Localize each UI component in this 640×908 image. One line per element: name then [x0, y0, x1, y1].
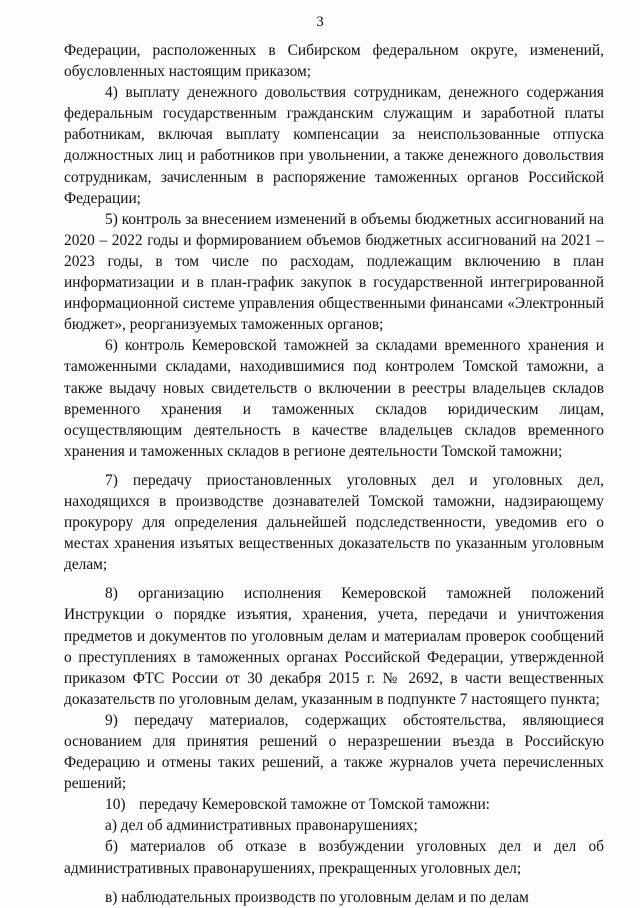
paragraph-item-4: 4) выплату денежного довольствия сотрудникам, денежного содержания федеральным государственным гражданским служащим и заработной платы работникам, включая выплату компенсации за неиспользованные отпуска должностных лиц и работников при увольнении, а также денежного довольствия сотрудникам, зачисленным в распоряжение таможенных органов Российской Федерации; [64, 84, 604, 207]
item-10-text: передачу Кемеровской таможне от Томской таможни: [139, 796, 490, 814]
paragraph-item-10-v: в) наблюдательных производств по уголовным делам и по делам [105, 888, 529, 906]
paragraph-item-5: 5) контроль за внесением изменений в объемы бюджетных ассигнований на 2020 – 2022 годы и формированием объемов бюджетных ассигнований на 2021 – 2023 годы, в том числе по расходам, подлежащим включению в план информатизации и в план-график закупок в государственной интегрированной информационной системе управления общественными финансами «Электронный бюджет», реорганизуемых таможенных органов; [64, 210, 604, 334]
paragraph-item-7: 7) передачу приостановленных уголовных дел и уголовных дел, находящихся в производстве дознавателей Томской таможни, надзирающему прокурору для определения дальнейшей подследственности, уведомив его о местах хранения изъятых вещественных доказательств по указанным уголовным делам; [64, 471, 604, 574]
paragraph-item-8: 8) организацию исполнения Кемеровской таможней положений Инструкции о порядке изъятия, хранения, учета, передачи и уничтожения предметов и документов по уголовным делам и материалам проверок сообщений о преступлениях в таможенных органах Российской Федерации, утвержденной приказом ФТС России от 30 декабря 2015 г. № 2692, в части вещественных доказательств по уголовным делам, указанным в подпункте 7 настоящего пункта; [64, 585, 604, 708]
paragraph-item-9: 9) передачу материалов, содержащих обстоятельства, являющиеся основанием для принятия решений о неразрешении въезда в Российскую Федерацию и отмены таких решений, а также журналов учета перечисленных решений; [64, 711, 604, 793]
paragraph-item-6: 6) контроль Кемеровской таможней за складами временного хранения и таможенными складами, находившимися под контролем Томской таможни, а также выдачу новых свидетельств о включении в реестры владельцев складов временного хранения и таможенных складов юридическим лицам, осуществляющим деятельность в качестве владельцев складов временного хранения и таможенных складов в регионе деятельности Томской таможни; [64, 337, 604, 460]
paragraph-item-10 [64, 794, 604, 815]
page-number: 3 [316, 14, 324, 30]
paragraph-continuation: Федерации, расположенных в Сибирском федеральном округе, изменений, обусловленных настоящим приказом; [64, 42, 604, 81]
document-body [64, 40, 604, 908]
item-10-marker: 10) [105, 796, 126, 814]
paragraph-item-10-b: б) материалов об отказе в возбуждении уголовных дел и дел об административных правонарушениях, прекращенных уголовных дел; [64, 838, 604, 877]
paragraph-item-10-a: а) дел об административных правонарушениях; [105, 817, 418, 835]
